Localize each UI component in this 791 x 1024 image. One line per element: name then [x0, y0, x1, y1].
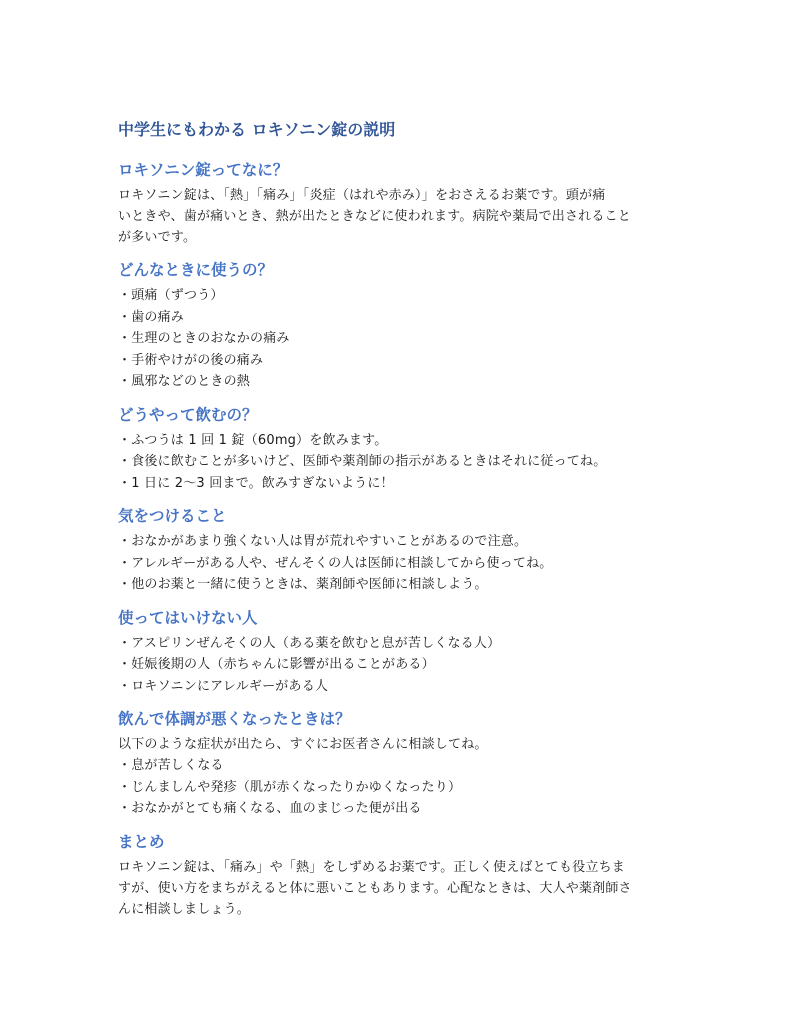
section-heading: どんなときに使うの？ — [118, 261, 274, 279]
list-item: ・手術やけがの後の痛み — [118, 352, 264, 368]
list-item: ・1 日に 2〜3 回まで。飲みすぎないように！ — [118, 475, 394, 491]
paragraph-line: が多いです。 — [118, 230, 197, 245]
section-paragraph — [118, 857, 681, 920]
section-how-to-take — [118, 403, 681, 495]
bullet-list — [118, 755, 681, 820]
bullet-list — [118, 633, 681, 698]
section-heading: ロキソニン錠ってなに？ — [118, 161, 289, 179]
section-paragraph — [118, 185, 681, 248]
list-item: ・息が苦しくなる — [118, 758, 224, 773]
list-item: ・生理のときのおなかの痛み — [118, 331, 290, 346]
section-summary — [118, 830, 681, 920]
list-item: ・おなかがあまり強くない人は胃が荒れやすいことがあるので注意。 — [118, 534, 528, 549]
list-item: ・風邪などのときの熱 — [118, 374, 251, 389]
list-item: ・頭痛（ずつう） — [118, 288, 224, 303]
section-heading: まとめ — [118, 832, 165, 851]
list-item: ・他のお薬と一緒に使うときは、薬剤師や医師に相談しよう。 — [118, 577, 488, 592]
list-item: ・歯の痛み — [118, 309, 185, 325]
paragraph-line: すが、使い方をまちがえると体に悪いこともあります。心配なときは、大人や薬剤師さ — [118, 880, 632, 896]
list-item: ・おなかがとても痛くなる、血のまじった便が出る — [118, 801, 422, 816]
section-what-is — [118, 158, 681, 248]
bullet-list — [118, 430, 681, 495]
bullet-list — [118, 531, 681, 596]
section-heading: 気をつけること — [118, 507, 227, 525]
list-item: ・ロキソニンにアレルギーがある人 — [118, 678, 329, 694]
section-when-to-use — [118, 258, 681, 393]
list-item: ・食後に飲むことが多いけど、医師や薬剤師の指示があるときはそれに従ってね。 — [118, 454, 607, 469]
section-heading: 使ってはいけない人 — [118, 608, 258, 627]
list-item: ・ふつうは 1 回 1 錠（60mg）を飲みます。 — [118, 432, 388, 448]
paragraph-line: ロキソニン錠は、「痛み」や「熱」をしずめるお薬です。正しく使えばとても役立ちま — [118, 859, 626, 875]
list-item: ・じんましんや発疹（肌が赤くなったりかゆくなったり） — [118, 779, 462, 795]
list-item: ・妊娠後期の人（赤ちゃんに影響が出ることがある） — [118, 657, 435, 672]
section-heading: 飲んで体調が悪くなったときは？ — [118, 710, 351, 728]
section-side-effects — [118, 707, 681, 820]
page-title: 中学生にもわかる ロキソニン錠の説明 — [118, 120, 396, 139]
list-item: ・アレルギーがある人や、ぜんそくの人は医師に相談してから使ってね。 — [118, 555, 553, 571]
section-heading: どうやって飲むの？ — [118, 405, 258, 424]
section-cautions — [118, 504, 681, 596]
paragraph-line: いときや、歯が痛いとき、熱が出たときなどに使われます。病院や薬局で出されること — [118, 209, 631, 224]
section-contraindications — [118, 606, 681, 698]
paragraph-line: んに相談しましょう。 — [118, 901, 251, 917]
section-intro: 以下のような症状が出たら、すぐにお医者さんに相談してね。 — [118, 737, 488, 752]
paragraph-line: ロキソニン錠は、「熱」「痛み」「炎症（はれや赤み）」をおさえるお薬です。頭が痛 — [118, 188, 606, 203]
list-item: ・アスピリンぜんそくの人（ある薬を飲むと息が苦しくなる人） — [118, 635, 501, 651]
bullet-list — [118, 285, 681, 393]
